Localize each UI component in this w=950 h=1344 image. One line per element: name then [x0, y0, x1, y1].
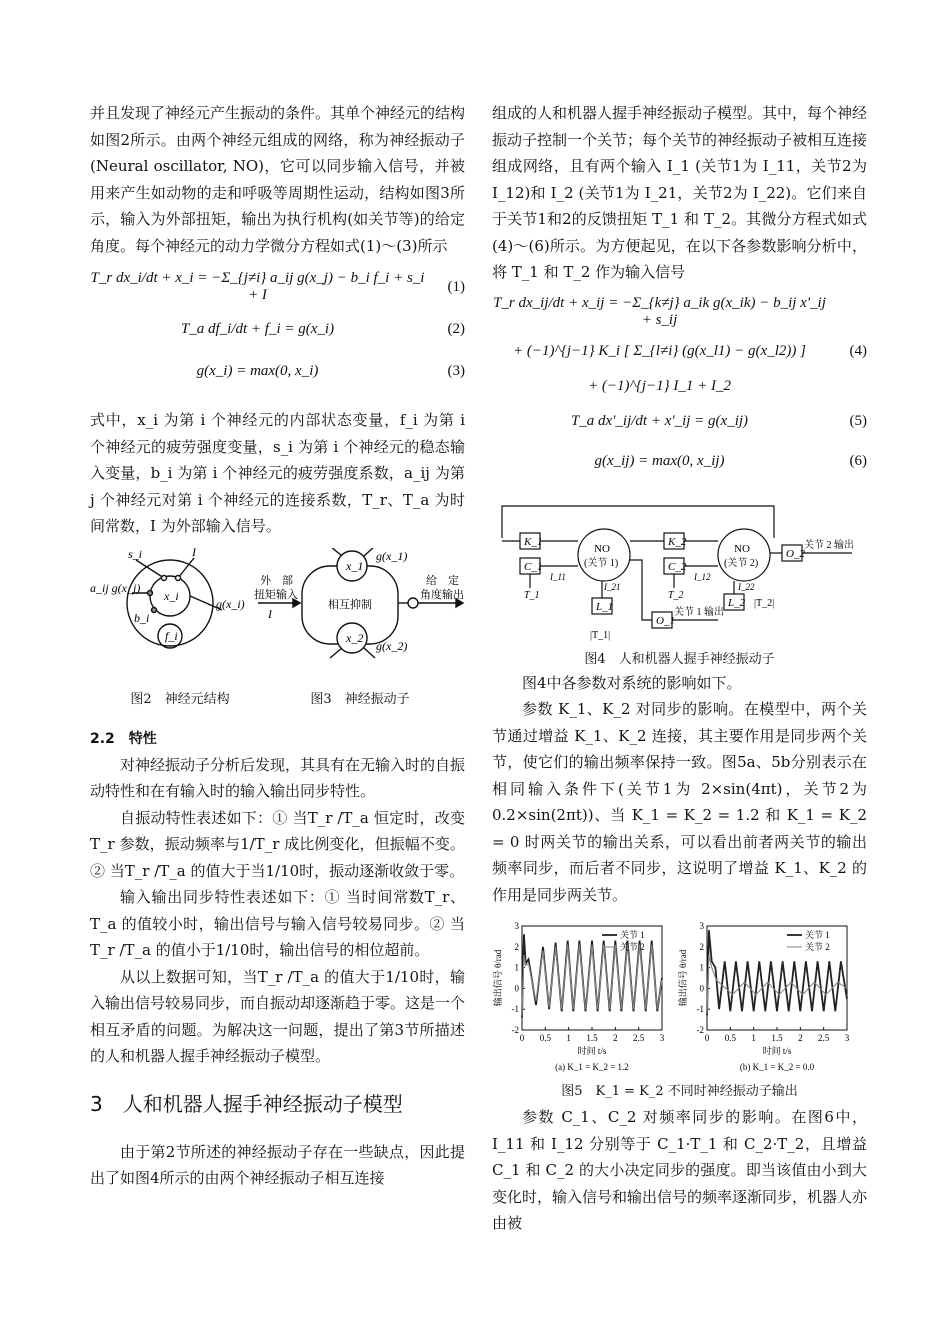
paragraph: 并且发现了神经元产生振动的条件。其单个神经元的结构如图2所示。由两个神经元组成的网络，称为神经振动子(Neural oscillator, NO)，它可以同步输入信号，并被用来产生如动物的走和呼吸等周期性运动，结构如图3所示，输入为外部扭矩，输出为执行机构(如关节等)的给定角度。每个神经元的动力学微分方程如式(1)～(3)所示: [90, 104, 466, 255]
x-tick-label: 1.5: [771, 1033, 783, 1043]
label-I11: I_11: [550, 571, 566, 582]
label-I12: I_12: [694, 571, 711, 582]
label-O1: O_1: [656, 614, 675, 627]
x-tick-label: 2.5: [818, 1033, 830, 1043]
equation-body: g(x_i) = max(0, x_i): [196, 362, 319, 379]
neuron-figures: [90, 548, 465, 688]
chart-5b: [677, 918, 857, 1078]
figure-4-caption: 图4 人和机器人握手神经振动子: [584, 651, 775, 667]
equation-body: + (−1)^{j−1} I_1 + I_2: [588, 378, 731, 394]
equation-number: (4): [849, 343, 867, 359]
label-I: I: [268, 606, 272, 621]
chart-title: (b) K_1 = K_2 = 0.0: [739, 1062, 815, 1072]
legend-label: 关节 2: [620, 942, 645, 952]
y-tick-label: 2: [514, 941, 519, 952]
legend-label: 关节 2: [805, 942, 830, 952]
x-tick-label: 0: [704, 1033, 710, 1043]
equation-6: [492, 442, 867, 482]
label-given: 给 定: [426, 574, 459, 587]
y-tick-label: -1: [511, 1004, 519, 1015]
equation-number: (1): [447, 278, 465, 295]
label-si: s_i: [128, 547, 143, 561]
equation-4c: [492, 372, 867, 402]
figure-3-caption: 图3 神经振动子: [310, 691, 410, 707]
paragraph: 输入输出同步特性表述如下：① 当时间常数T_r、T_a 的值较小时，输出信号与输入信号较易同步。② 当T_r /T_a 的值小于1/10时，输出信号的相位超前。: [90, 888, 465, 959]
label-T1: T_1: [524, 589, 540, 601]
figure-4: [492, 500, 867, 670]
equation-body: + (−1)^{j−1} K_i [ Σ_{l≠i} (g(x_l1) − g(x_l2)) ]: [513, 343, 806, 359]
equation-number: (6): [849, 453, 867, 469]
y-tick-label: -2: [511, 1025, 519, 1035]
y-tick-label: -1: [696, 1004, 704, 1015]
label-g-x1: g(x_1): [376, 548, 408, 563]
label-NO2: NO: [734, 542, 750, 555]
label-O2: O_2: [786, 547, 805, 560]
y-tick-label: 3: [514, 921, 519, 931]
label-absT2: |T_2|: [754, 597, 775, 609]
figure-5: [492, 918, 867, 1104]
synapse-marker: [152, 607, 157, 612]
x-tick-label: 1.5: [586, 1033, 598, 1043]
label-output1: 关节 1 输出: [674, 606, 724, 618]
y-tick-label: 1: [514, 962, 519, 973]
y-axis-label: 输出信号 θ/rad: [678, 949, 688, 1007]
label-I21: I_21: [604, 581, 621, 592]
paragraph: 式中，x_i 为第 i 个神经元的内部状态变量，f_i 为第 i 个神经元的疲劳强度变量，s_i 为第 i 个神经元的稳态输入变量，b_i 为第 i 个神经元的疲劳强度系数，a_ij 为第 j 个神经元对第 i 个神经元的连接系数，T_r、T_a 为时间常数，I 为外部输入信号。: [90, 411, 465, 535]
y-tick-label: 0: [699, 983, 704, 994]
y-axis-label: 输出信号 θ/rad: [493, 949, 503, 1007]
y-tick-label: 2: [699, 941, 704, 952]
legend-label: 关节 1: [620, 930, 645, 940]
y-tick-label: -2: [696, 1025, 704, 1035]
summation-node: [408, 598, 418, 608]
figure-2-3: [90, 548, 465, 718]
x-tick-label: 3: [659, 1033, 665, 1043]
hr-handshake-oscillator-diagram: [492, 500, 867, 645]
x-tick-label: 2.5: [633, 1033, 645, 1043]
paragraph: 参数 C_1、C_2 对频率同步的影响。在图6中，I_11 和 I_12 分别等于 C_1·T_1 和 C_2·T_2，且增益 C_1 和 C_2 的大小决定同步的强度。即当该值由小到大变化时，输入信号和输出信号的频率逐渐同步，机器人亦由被: [492, 1108, 868, 1232]
x-tick-label: 2: [613, 1033, 618, 1043]
label-L1: L_1: [596, 600, 614, 613]
label-x1: x_1: [346, 558, 364, 573]
chart-title: (a) K_1 = K_2 = 1.2: [555, 1062, 629, 1072]
figure-5-caption: 图5 K_1 = K_2 不同时神经振动子输出: [561, 1084, 798, 1099]
synapse-marker: [148, 590, 153, 595]
label-K1: K_1: [524, 535, 543, 548]
x1-input-line: [364, 548, 375, 556]
equation-4b: [492, 332, 867, 372]
label-I: I: [192, 547, 196, 559]
x-tick-label: 3: [844, 1033, 850, 1043]
label-g-x2: g(x_2): [376, 638, 408, 653]
paragraph: 由于第2节所述的神经振动子存在一些缺点，因此提出了如图4所示的由两个神经振动子相互连接: [90, 1142, 465, 1187]
paragraph: 对神经振动子分析后发现，其具有在无输入时的自振动特性和在有输入时的输入输出同步特性。: [90, 755, 466, 800]
label-g-xi: g(x_i): [216, 596, 245, 611]
equation-body: T_a dx'_ij/dt + x'_ij = g(x_ij): [570, 413, 749, 429]
label-bi: b_i: [134, 610, 150, 625]
paragraph: 图4中各参数对系统的影响如下。: [522, 673, 742, 692]
equation-number: (5): [849, 413, 867, 429]
label-output2: 关节 2 输出: [804, 539, 854, 551]
y-tick-label: 1: [699, 962, 704, 973]
x-tick-label: 1: [751, 1033, 756, 1043]
label-external: 外 部: [260, 574, 293, 587]
equation-2: [90, 307, 465, 351]
x1-input-line: [330, 548, 342, 556]
label-NO2-sub: (关节 2): [724, 557, 759, 569]
paragraph: 参数 K_1、K_2 对同步的影响。在模型中，两个关节通过增益 K_1、K_2 连接，其主要作用是同步两个关节，使它们的输出频率保持一致。图5a、5b分别表示在相同输入条件下(关节1为 2×sin(4πt)，关节2为 0.2×sin(2πt))、当 K_1 = K_2 = 1.2 和 K_1 = K_2 = 0 时两关节的输出关系，可以看出前者两关节的输出频率同步，而后者不同步，这说明了增益 K_1、K_2 的作用是同步两关节。: [492, 700, 867, 904]
chart-5a: [492, 918, 672, 1078]
right-column: [492, 100, 867, 1237]
x-axis-label: 时间 t/s: [577, 1046, 607, 1056]
x2-input-line: [364, 648, 375, 658]
label-aij-g: a_ij g(x_j): [90, 580, 141, 595]
equation-4a: [492, 292, 867, 332]
label-angle-output: 角度输出: [420, 588, 464, 601]
label-absT1: |T_1|: [590, 629, 611, 641]
paragraph: 从以上数据可知，当T_r /T_a 的值大于1/10时，输入输出信号较易同步，而自振动却逐渐趋于零。这是一个相互矛盾的问题。为解决这一问题，提出了第3节所描述的人和机器人握手神经振动子模型。: [90, 967, 466, 1065]
synapse-marker: [162, 575, 167, 580]
y-tick-label: 0: [514, 983, 519, 994]
x2-input-line: [330, 648, 342, 658]
label-mutual-inhibition: 相互抑制: [328, 598, 372, 611]
y-tick-label: 3: [699, 921, 704, 931]
label-I22: I_22: [738, 581, 755, 592]
label-torque-input: 扭矩输入: [254, 588, 298, 601]
NO-joint1: [578, 529, 630, 581]
equation-number: (2): [447, 320, 465, 337]
label-T2: T_2: [668, 589, 684, 601]
equation-1: [90, 267, 465, 307]
label-NO1-sub: (关节 1): [584, 557, 619, 569]
figure-2-caption: 图2 神经元结构: [130, 691, 230, 707]
output1-wire: [630, 560, 652, 620]
NO-joint2: [718, 529, 770, 581]
label-NO1: NO: [594, 542, 610, 555]
label-xi: x_i: [164, 588, 179, 603]
x-tick-label: 2: [798, 1033, 803, 1043]
label-L2: L_2: [728, 596, 746, 609]
section-3-heading: 3 人和机器人握手神经振动子模型: [90, 1091, 403, 1116]
paragraph: 自振动特性表述如下：① 当T_r /T_a 恒定时，改变T_r 参数，振动频率与1/T_r 成比例变化，但振幅不变。② 当T_r /T_a 的值大于当1/10时，振动逐渐收敛于零。: [90, 808, 465, 880]
label-fi: f_i: [165, 628, 178, 643]
label-C1: C_1: [524, 560, 543, 573]
equation-3: [90, 351, 465, 391]
paragraph: 组成的人和机器人握手神经振动子模型。其中，每个神经振动子控制一个关节；每个关节的神经振动子被相互连接组成网络，且有两个输入 I_1 (关节1为 I_11，关节2为 I_12)和 I_2 (关节1为 I_21，关节2为 I_22)。它们来自于关节1和2的反馈扭矩 T_1 和 T_2。其微分方程式如式(4)～(6)所示。为方便起见，在以下各参数影响分析中，将 T_1 和 T_2 作为输入信号: [492, 104, 868, 281]
x-tick-label: 0.5: [724, 1033, 736, 1043]
label-K2: K_2: [668, 535, 687, 548]
x-tick-label: 0: [519, 1033, 525, 1043]
equation-body: T_r dx_ij/dt + x_ij = −Σ_{k≠j} a_ik g(x_ik) − b_ij x'_ij + s_ij: [493, 294, 826, 328]
left-column: [90, 100, 465, 1192]
equation-body: g(x_ij) = max(0, x_ij): [594, 453, 725, 469]
label-x2: x_2: [346, 630, 364, 645]
series-line-2: [522, 945, 662, 1016]
label-C2: C_2: [668, 560, 687, 573]
equation-5: [492, 402, 867, 442]
x-tick-label: 0.5: [539, 1033, 551, 1043]
x-axis-label: 时间 t/s: [762, 1046, 792, 1056]
equation-number: (3): [447, 362, 465, 379]
equation-body: T_r dx_i/dt + x_i = −Σ_{j≠i} a_ij g(x_j) − b_i f_i + s_i + I: [90, 270, 425, 303]
input-si-line: [136, 560, 164, 578]
equation-body: T_a df_i/dt + f_i = g(x_i): [180, 320, 335, 337]
x-tick-label: 1: [566, 1033, 571, 1043]
synapse-marker: [176, 575, 181, 580]
legend-label: 关节 1: [805, 930, 830, 940]
section-2-2-heading: 2.2 特性: [90, 730, 157, 747]
